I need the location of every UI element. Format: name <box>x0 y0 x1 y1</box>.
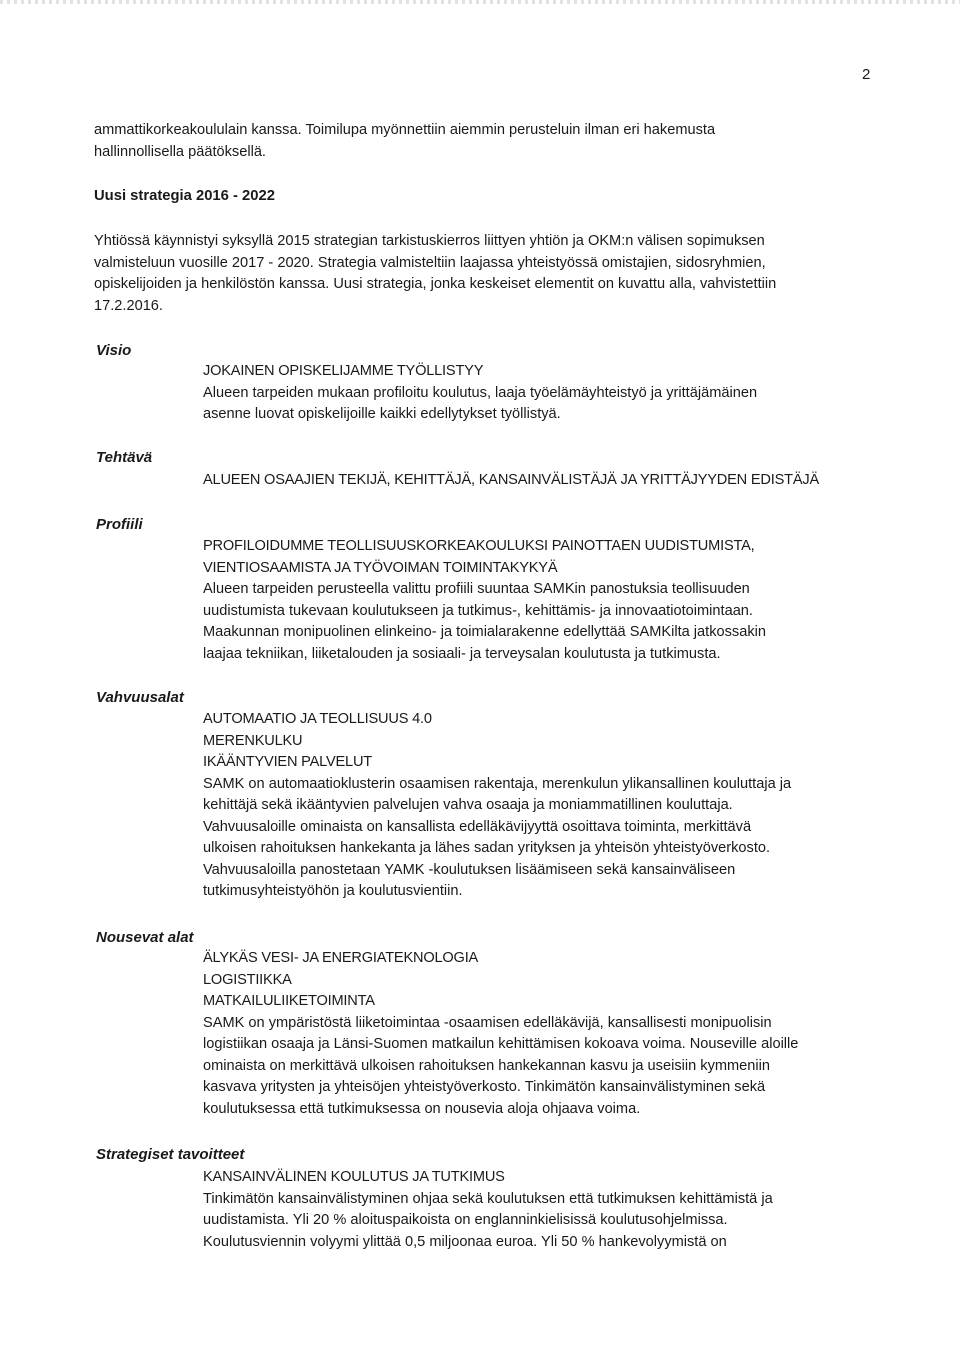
section-heading: ALUEEN OSAAJIEN TEKIJÄ, KEHITTÄJÄ, KANSAINVÄLISTÄJÄ JA YRITTÄJYYDEN EDISTÄJÄ <box>203 472 820 488</box>
section-line: Alueen tarpeiden perusteella valittu profiili suuntaa SAMKin panostuksia teollisuuden <box>203 581 750 597</box>
section-heading: KANSAINVÄLINEN KOULUTUS JA TUTKIMUS <box>203 1169 505 1185</box>
page-number: 2 <box>862 66 871 83</box>
section-line: ulkoisen rahoituksen hankekanta ja lähes sadan yrityksen ja yhteisön yhteistyöverkosto. <box>203 840 771 856</box>
section-heading: IKÄÄNTYVIEN PALVELUT <box>203 754 373 770</box>
section-heading: JOKAINEN OPISKELIJAMME TYÖLLISTYY <box>203 363 484 379</box>
paragraph-line: 17.2.2016. <box>94 297 163 314</box>
section-heading: MERENKULKU <box>203 732 303 749</box>
section-line: Tinkimätön kansainvälistyminen ohjaa sekä koulutuksen että tutkimuksen kehittämistä ja <box>203 1190 773 1207</box>
section-strategiset-tavoitteet <box>203 1167 863 1253</box>
section-label-vahvuusalat: Vahvuusalat <box>96 689 184 706</box>
section-line: Alueen tarpeiden mukaan profiloitu koulutus, laaja työelämäyhteistyö ja yrittäjämäinen <box>203 384 758 401</box>
intro-line: ammattikorkeakoululain kanssa. Toimilupa myönnettiin aiemmin perusteluin ilman eri hakemusta <box>94 122 716 138</box>
scan-edge-strip <box>0 0 960 4</box>
section-label-visio: Visio <box>96 342 132 359</box>
section-label-nousevat-alat: Nousevat alat <box>96 929 194 946</box>
section-line: Koulutusviennin volyymi ylittää 0,5 miljoonaa euroa. Yli 50 % hankevolyymistä on <box>203 1233 727 1250</box>
section-heading: PROFILOIDUMME TEOLLISUUSKORKEAKOULUKSI PAINOTTAEN UUDISTUMISTA, <box>203 538 755 554</box>
section-heading: ÄLYKÄS VESI- JA ENERGIATEKNOLOGIA <box>203 950 479 966</box>
intro-line: hallinnollisella päätöksellä. <box>94 143 266 160</box>
strategy-paragraph <box>94 231 884 317</box>
section-label-profiili: Profiili <box>96 516 143 533</box>
section-line: laajaa tekniikan, liiketalouden ja sosiaali- ja terveysalan koulutusta ja tutkimusta. <box>203 645 721 662</box>
section-line: kehittäjä sekä ikääntyvien palvelujen vahva osaaja ja moniammatillinen kouluttaja. <box>203 797 733 813</box>
section-line: asenne luovat opiskelijoille kaikki edellytykset työllistyä. <box>203 406 561 422</box>
section-label-tehtava: Tehtävä <box>96 449 153 466</box>
section-line: Maakunnan monipuolinen elinkeino- ja toimialarakenne edellyttää SAMKilta jatkossakin <box>203 624 766 640</box>
section-heading: LOGISTIIKKA <box>203 971 292 988</box>
section-line: tutkimusyhteistyöhön ja koulutusvientiin. <box>203 883 463 899</box>
section-heading: AUTOMAATIO JA TEOLLISUUS 4.0 <box>203 711 432 727</box>
section-line: Vahvuusaloilla panostetaan YAMK -koulutuksen lisäämiseen sekä kansainväliseen <box>203 861 736 878</box>
paragraph-line: opiskelijoiden ja henkilöstön kanssa. Uusi strategia, jonka keskeiset elementit on kuvattu alla, vahvistettiin <box>94 276 777 292</box>
section-line: ominaista on merkittävä ulkoisen rahoituksen hankekannan kasvu ja useisiin kymmeniin <box>203 1057 771 1074</box>
paragraph-line: valmisteluun vuosille 2017 - 2020. Strategia valmisteltiin laajassa yhteistyössä omistajien, sidosryhmien, <box>94 254 766 271</box>
section-nousevat-alat <box>203 948 863 1120</box>
section-line: Vahvuusaloille ominaista on kansallista edelläkävijyyttä osoittava toiminta, merkittävä <box>203 818 752 835</box>
strategy-heading: Uusi strategia 2016 - 2022 <box>94 188 275 204</box>
section-line: logistiikan osaaja ja Länsi-Suomen matkailun kehittämisen kokoava voima. Nouseville aloille <box>203 1036 799 1052</box>
section-vahvuusalat <box>203 709 863 903</box>
section-heading: VIENTIOSAAMISTA JA TYÖVOIMAN TOIMINTAKYKYÄ <box>203 559 558 576</box>
section-line: SAMK on ympäristöstä liiketoimintaa -osaamisen edelläkävijä, kansallisesti monipuolisin <box>203 1014 772 1031</box>
section-profiili <box>203 536 863 665</box>
section-heading: MATKAILULIIKETOIMINTA <box>203 993 375 1009</box>
paragraph-line: Yhtiössä käynnistyi syksyllä 2015 strategian tarkistuskierros liittyen yhtiön ja OKM:n välisen sopimuksen <box>94 233 765 249</box>
section-line: kasvava yritysten ja yhteisöjen yhteistyöverkosto. Tinkimätön kansainvälistyminen sekä <box>203 1079 766 1095</box>
section-label-strategiset-tavoitteet: Strategiset tavoitteet <box>96 1146 245 1163</box>
section-line: uudistumista tukevaan koulutukseen ja tutkimus-, kehittämis- ja innovaatiotoimintaan. <box>203 602 753 619</box>
section-tehtava <box>203 470 863 492</box>
section-line: SAMK on automaatioklusterin osaamisen rakentaja, merenkulun ylikansallinen kouluttaja ja <box>203 775 792 792</box>
intro-paragraph <box>94 120 884 163</box>
section-line: uudistamista. Yli 20 % aloituspaikoista on englanninkielisissä koulutusohjelmissa. <box>203 1212 728 1228</box>
section-visio <box>203 361 863 426</box>
section-line: koulutuksessa että tutkimuksessa on nousevia aloja ohjaava voima. <box>203 1100 641 1117</box>
